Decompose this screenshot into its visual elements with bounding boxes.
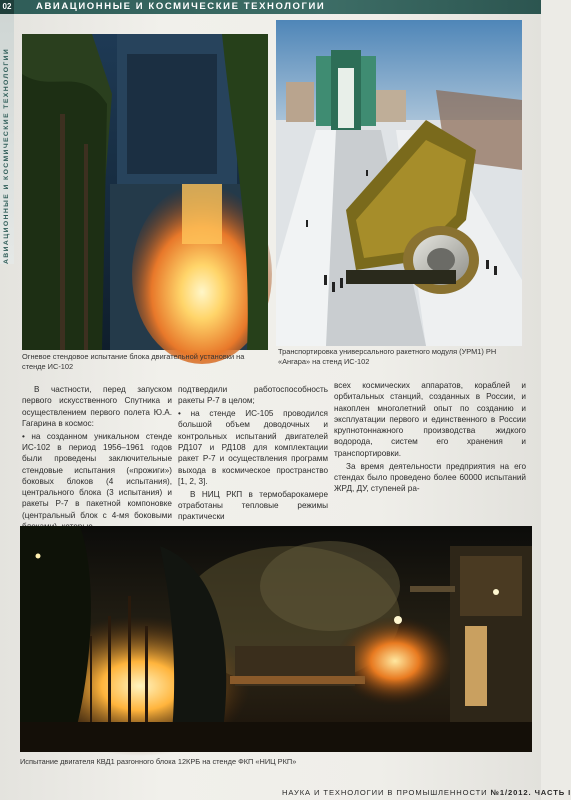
paragraph: За время деятельности предприятия на его стендах было проведено более 60000 испытаний ЖРД, ДУ, ступеней ра- [334, 461, 526, 494]
night-engine-test-caption: Испытание двигателя КВД1 разгонного блока 12КРБ на стенде ФКП «НИЦ РКП» [20, 757, 297, 766]
paragraph: подтвердили работоспособность ракеты Р-7 в целом; [178, 385, 328, 406]
text-column-3 [334, 380, 526, 496]
page-number: 02 [0, 0, 14, 14]
page-footer [282, 787, 571, 798]
issue-number: №1/2012. [490, 788, 532, 797]
paragraph: всех космических аппаратов, кораблей и орбитальных станций, созданных в России, и накоплен многолетний опыт по созданию и эксплуатации первого и единственного в России крупнотоннажного производства жидкого водорода, систем его хранения и транспортировки. [334, 381, 526, 458]
paragraph: • на созданном уникальном стенде ИС-102 в период 1956–1961 годов были проведены заключительные стендовые испытания («прожиги») боковых блоков (4 испытания), центрального блока (3 испытания) и ракеты Р-7 в пакетной компоновке (центральный блок с 4-мя боковыми [22, 431, 172, 520]
issue-part: ЧАСТЬ I [534, 788, 571, 797]
rocket-transport-caption: Транспортировка универсального ракетного модуля (УРМ1) РН «Ангара» на стенд ИС-102 [278, 347, 497, 366]
fire-test-photo [22, 34, 268, 350]
journal-title: НАУКА И ТЕХНОЛОГИИ В ПРОМЫШЛЕННОСТИ [282, 788, 488, 797]
paragraph: В частности, перед запуском первого искусственного Спутника и осуществлением первого полета Ю.А. Гагарина в космос: [22, 385, 172, 428]
night-engine-test-photo [20, 526, 532, 752]
section-title: АВИАЦИОННЫЕ И КОСМИЧЕСКИЕ ТЕХНОЛОГИИ [36, 1, 326, 12]
rocket-transport-photo [276, 20, 522, 346]
text-column-2 [178, 384, 328, 524]
fire-test-caption: Огневое стендовое испытание блока двигательной установки на стенде ИС-102 [22, 352, 245, 371]
paragraph: • на стенде ИС-105 проводился большой объем доводочных и контрольных испытаний двигателей РД107 и РД108 для комплектации ракет Р-7 и осуществления программ выхода в космическое пространство [1, 2, 3]. [178, 409, 328, 486]
paragraph: В НИЦ РКП в термобарокамере отработаны тепловые режимы практически [178, 489, 328, 522]
side-section-title: АВИАЦИОННЫЕ И КОСМИЧЕСКИЕ ТЕХНОЛОГИИ [3, 47, 10, 264]
text-column-1 [22, 384, 172, 534]
